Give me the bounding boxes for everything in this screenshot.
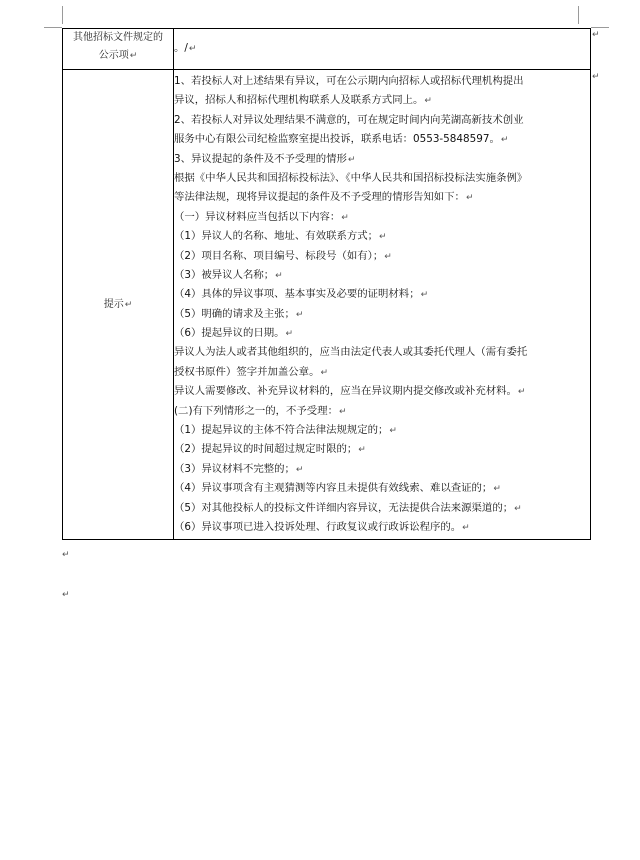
notice-line: (二)有下列情形之一的，不予受理：↵ [174, 404, 347, 417]
crop-mark-right-h [591, 27, 609, 28]
row-label-notice: 提示↵ [63, 70, 174, 540]
notice-line: （3）被异议人名称；↵ [174, 268, 283, 281]
notice-line: （5）明确的请求及主张；↵ [174, 307, 304, 320]
content-line: 。/↵ [174, 42, 197, 54]
notice-line: （1）提起异议的主体不符合法律法规规定的；↵ [174, 424, 397, 437]
row-end-mark: ↵ [592, 72, 600, 82]
notice-line: （3）异议材料不完整的；↵ [174, 462, 304, 475]
notice-line: 1、若投标人对上述结果有异议，可在公示期内向招标人或招标代理机构提出 [174, 75, 524, 87]
notice-line: 异议人需要修改、补充异议材料的，应当在异议期内提交修改或补充材料。↵ [174, 385, 526, 398]
notice-line: （4）异议事项含有主观猜测等内容且未提供有效线索、难以查证的；↵ [174, 482, 501, 495]
notice-line: （5）对其他投标人的投标文件详细内容异议，无法提供合法来源渠道的；↵ [174, 501, 522, 514]
row-end-mark: ↵ [592, 30, 600, 40]
empty-paragraph-mark: ↵ [62, 550, 70, 560]
table-row [63, 29, 591, 70]
row-content-notice [174, 70, 591, 540]
empty-paragraph-mark: ↵ [62, 590, 70, 600]
notice-line: 异议人为法人或者其他组织的，应当由法定代表人或其委托代理人（需有委托 [174, 346, 528, 359]
label-line: 公示项↵ [98, 50, 138, 61]
crop-mark-left-h [44, 27, 62, 28]
notice-line: （1）异议人的名称、地址、有效联系方式；↵ [174, 230, 387, 243]
notice-line: （一）异议材料应当包括以下内容：↵ [174, 210, 349, 223]
notice-line: 授权书原件）签字并加盖公章。↵ [174, 365, 329, 378]
notice-line: （6）提起异议的日期。↵ [174, 327, 294, 340]
notice-line: （4）具体的异议事项、基本事实及必要的证明材料；↵ [174, 288, 429, 301]
announcement-table [62, 28, 591, 540]
notice-line: 等法律法规，现将异议提起的条件及不予受理的情形告知如下：↵ [174, 191, 474, 204]
notice-line: （2）项目名称、项目编号、标段号（如有）；↵ [174, 249, 392, 262]
notice-line: （2）提起异议的时间超过规定时限的；↵ [174, 443, 366, 456]
row-label-other-items [63, 29, 174, 70]
notice-line: 2、若投标人对异议处理结果不满意的，可在规定时间内向芜湖高新技术创业 [174, 113, 524, 126]
label-line: 其他招标文件规定的 [73, 32, 163, 43]
notice-line: 根据《中华人民共和国招标投标法》、《中华人民共和国招标投标法实施条例》 [174, 171, 528, 184]
notice-line: 服务中心有限公司纪检监察室提出投诉，联系电话：0553-5848597。↵ [174, 133, 509, 146]
notice-line: （6）异议事项已进入投诉处理、行政复议或行政诉讼程序的。↵ [174, 520, 470, 533]
notice-line: 3、异议提起的条件及不予受理的情形↵ [174, 152, 356, 165]
table-row [63, 70, 591, 540]
row-content-other-items [174, 29, 591, 70]
notice-line: 异议，招标人和招标代理机构联系人及联系方式同上。↵ [174, 94, 432, 107]
crop-mark-left [62, 6, 63, 24]
crop-mark-right [578, 6, 579, 24]
